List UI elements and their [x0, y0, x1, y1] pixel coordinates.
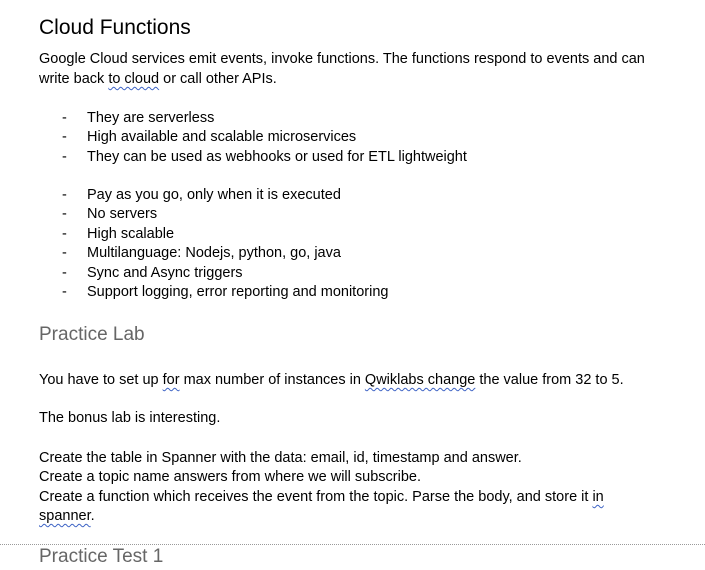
dash-bullet: -: [62, 206, 67, 223]
spellcheck-underline[interactable]: Qwiklabs change: [364, 372, 476, 388]
practice-lab-heading: Practice Lab: [39, 324, 145, 345]
list-item: [39, 283, 388, 302]
list-item: [39, 205, 388, 224]
intro-paragraph: [39, 49, 679, 89]
dash-bullet: -: [62, 187, 67, 203]
dash-bullet: -: [62, 225, 67, 242]
list-item: [39, 186, 388, 205]
practice-test-heading: Practice Test 1: [39, 546, 164, 567]
list-item-text: High available and scalable microservices: [87, 129, 357, 146]
list-item: [39, 225, 388, 244]
list-item: [39, 148, 467, 167]
list-item-text: Multilanguage: Nodejs, python, go, java: [87, 245, 341, 262]
dash-bullet: -: [62, 245, 67, 262]
dash-bullet: -: [62, 264, 67, 281]
list-item-text: They can be used as webhooks or used for ETL lightweight: [87, 148, 467, 165]
dash-bullet: -: [62, 110, 67, 126]
function-line-cont: [39, 506, 95, 526]
list-item-text: High scalable: [87, 225, 175, 242]
list-item: [39, 128, 467, 147]
intro-text-end: or call other APIs.: [159, 71, 277, 87]
bonus-lab-line: The bonus lab is interesting.: [39, 410, 221, 426]
text-run: max number of instances in: [179, 372, 365, 388]
feature-list-1: [39, 109, 467, 167]
intro-text: Google Cloud services emit events, invoke functions. The functions respond to events and can write back: [39, 51, 645, 87]
lab-instruction-line: [39, 370, 624, 390]
text-run: You have to set up: [39, 372, 163, 388]
spanner-table-line: Create the table in Spanner with the data: email, id, timestamp and answer.: [39, 450, 522, 466]
page-title: Cloud Functions: [39, 16, 191, 39]
list-item-text: No servers: [87, 206, 158, 223]
dash-bullet: -: [62, 129, 67, 146]
page-break: [0, 544, 705, 545]
list-item-text: Sync and Async triggers: [87, 264, 243, 281]
text-run: Create a function which receives the event from the topic. Parse the body, and store it: [39, 489, 593, 505]
spellcheck-underline[interactable]: for: [162, 372, 180, 388]
function-line: [39, 487, 604, 507]
spellcheck-underline[interactable]: spanner: [39, 508, 91, 524]
feature-list-2: [39, 186, 388, 302]
spellcheck-underline[interactable]: to cloud: [108, 71, 160, 87]
list-item: [39, 264, 388, 283]
text-run: .: [90, 508, 95, 524]
list-item-text: Pay as you go, only when it is executed: [87, 187, 341, 203]
list-item-text: They are serverless: [87, 110, 215, 126]
dash-bullet: -: [62, 284, 67, 301]
topic-line: Create a topic name answers from where we will subscribe.: [39, 469, 421, 485]
list-item-text: Support logging, error reporting and monitoring: [87, 284, 389, 301]
spellcheck-underline[interactable]: in: [592, 489, 604, 505]
list-item: [39, 109, 467, 128]
dash-bullet: -: [62, 148, 67, 165]
list-item: [39, 244, 388, 263]
text-run: the value from 32 to 5.: [475, 372, 624, 388]
